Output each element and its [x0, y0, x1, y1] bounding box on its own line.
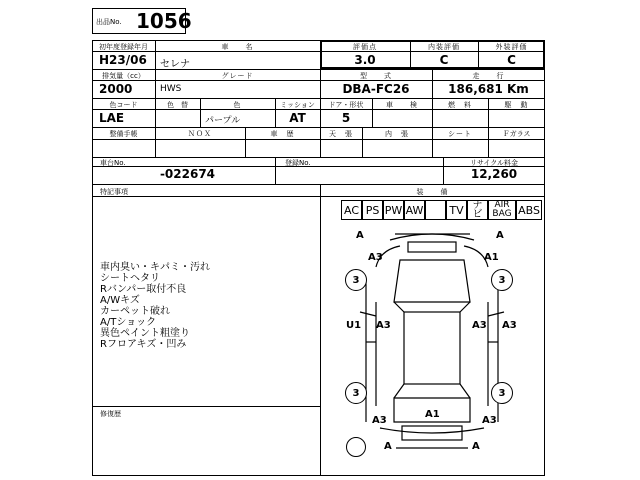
- model-label: 型 式: [360, 72, 392, 80]
- mission: AT: [289, 111, 306, 125]
- auction-score: 3.0: [354, 53, 376, 67]
- car-name: セレナ: [160, 59, 190, 70]
- color-code-label: 色コード: [109, 101, 138, 109]
- remark-line: シートヘタリ: [100, 273, 160, 284]
- tire-rear-right: 3: [491, 382, 513, 404]
- lot-number: 1056: [136, 9, 192, 33]
- fuel-label: 燃 料: [448, 101, 472, 109]
- equip-pw: PW: [383, 200, 404, 220]
- recycle-label: リサイクル料金: [469, 159, 519, 167]
- equip-tv: TV: [446, 200, 467, 220]
- interior-grade: C: [439, 53, 449, 67]
- equip-navi: ナビ: [467, 200, 488, 220]
- damage-left-door: A3: [376, 320, 391, 331]
- nox-label: ＮＯＸ: [188, 130, 212, 138]
- damage-rear-center: A1: [425, 409, 440, 420]
- interior-label: 内装評価: [428, 43, 460, 51]
- model-code: DBA-FC26: [342, 82, 410, 96]
- equip-airbag: AIR BAG: [488, 200, 516, 220]
- inspection-label: 車 検: [386, 101, 418, 109]
- color-label: 色: [233, 101, 242, 109]
- exterior-grade: C: [507, 53, 516, 67]
- damage-rear-left-a3: A3: [372, 415, 387, 426]
- lot-label: 出品No.: [96, 18, 122, 26]
- mileage: 186,681 Km: [448, 82, 529, 96]
- remark-line: 異色ペイント粗塗り: [100, 328, 190, 339]
- remarks-label: 特記事項: [100, 188, 128, 196]
- color: パープル: [205, 116, 241, 126]
- grade: HWS: [160, 84, 182, 94]
- equip-ac: AC: [341, 200, 362, 220]
- equip-aw: AW: [404, 200, 425, 220]
- exterior-label: 外装評価: [495, 43, 528, 51]
- chassis-label: 車台No.: [100, 159, 126, 167]
- interior-tension-label: 内 張: [385, 130, 409, 138]
- damage-right-door: A3: [472, 320, 487, 331]
- remark-line: A/Tショック: [100, 317, 157, 328]
- remark-line: A/Wキズ: [100, 295, 140, 306]
- damage-front-left: A: [356, 230, 364, 241]
- equipment-label: 装 備: [416, 188, 449, 196]
- year-label: 初年度登録年月: [99, 43, 148, 51]
- name-label: 車 名: [221, 43, 254, 51]
- mission-label: ミッション: [280, 101, 315, 109]
- chassis-number: -022674: [159, 167, 216, 181]
- equip-ps: PS: [362, 200, 383, 220]
- equip-abs: ABS: [516, 200, 542, 220]
- tire-rear-left: 3: [345, 382, 367, 404]
- remark-line: 車内臭い・キパミ・汚れ: [100, 262, 210, 273]
- damage-fender-right: A1: [484, 252, 499, 263]
- equip-blank: [425, 200, 446, 220]
- first-registration: H23/06: [99, 53, 147, 67]
- doors-label: ドア・形状: [328, 101, 364, 109]
- repair-history-label: 修復歴: [100, 410, 121, 418]
- tire-front-left: 3: [345, 269, 367, 291]
- damage-rear-right-a3: A3: [482, 415, 497, 426]
- damage-rear-right: A: [472, 441, 480, 452]
- remark-line: カーペット破れ: [100, 306, 170, 317]
- doors: 5: [341, 111, 351, 125]
- score-label: 評価点: [353, 43, 377, 51]
- remark-line: Rフロアキズ・凹み: [100, 339, 187, 350]
- damage-fender-left: A3: [368, 252, 383, 263]
- tire-front-right: 3: [491, 269, 513, 291]
- seat-label: シート: [448, 130, 472, 138]
- remark-line: Rバンパー取付不良: [100, 284, 187, 295]
- damage-rear-left: A: [384, 441, 392, 452]
- front-glass-label: Ｆガラス: [502, 130, 531, 138]
- registration-label: 登録No.: [285, 159, 311, 167]
- manual-label: 整備手帳: [109, 130, 138, 138]
- damage-left-side: U1: [346, 320, 362, 331]
- drive-label: 駆 動: [504, 101, 529, 109]
- history-label: 車 歴: [270, 130, 295, 138]
- mileage-label: 走 行: [472, 72, 505, 80]
- damage-right-panel: A3: [502, 320, 517, 331]
- cc-label: 排気量（cc）: [102, 72, 145, 80]
- damage-front-right: A: [496, 230, 504, 241]
- grade-label: グレード: [221, 72, 254, 80]
- color-change-label: 色 替: [167, 101, 188, 109]
- recycle-fee: 12,260: [470, 167, 518, 181]
- color-code: LAE: [99, 111, 125, 125]
- spare-tire: [346, 437, 366, 457]
- displacement: 2000: [99, 82, 133, 96]
- sunroof-label: 天 張: [329, 130, 353, 138]
